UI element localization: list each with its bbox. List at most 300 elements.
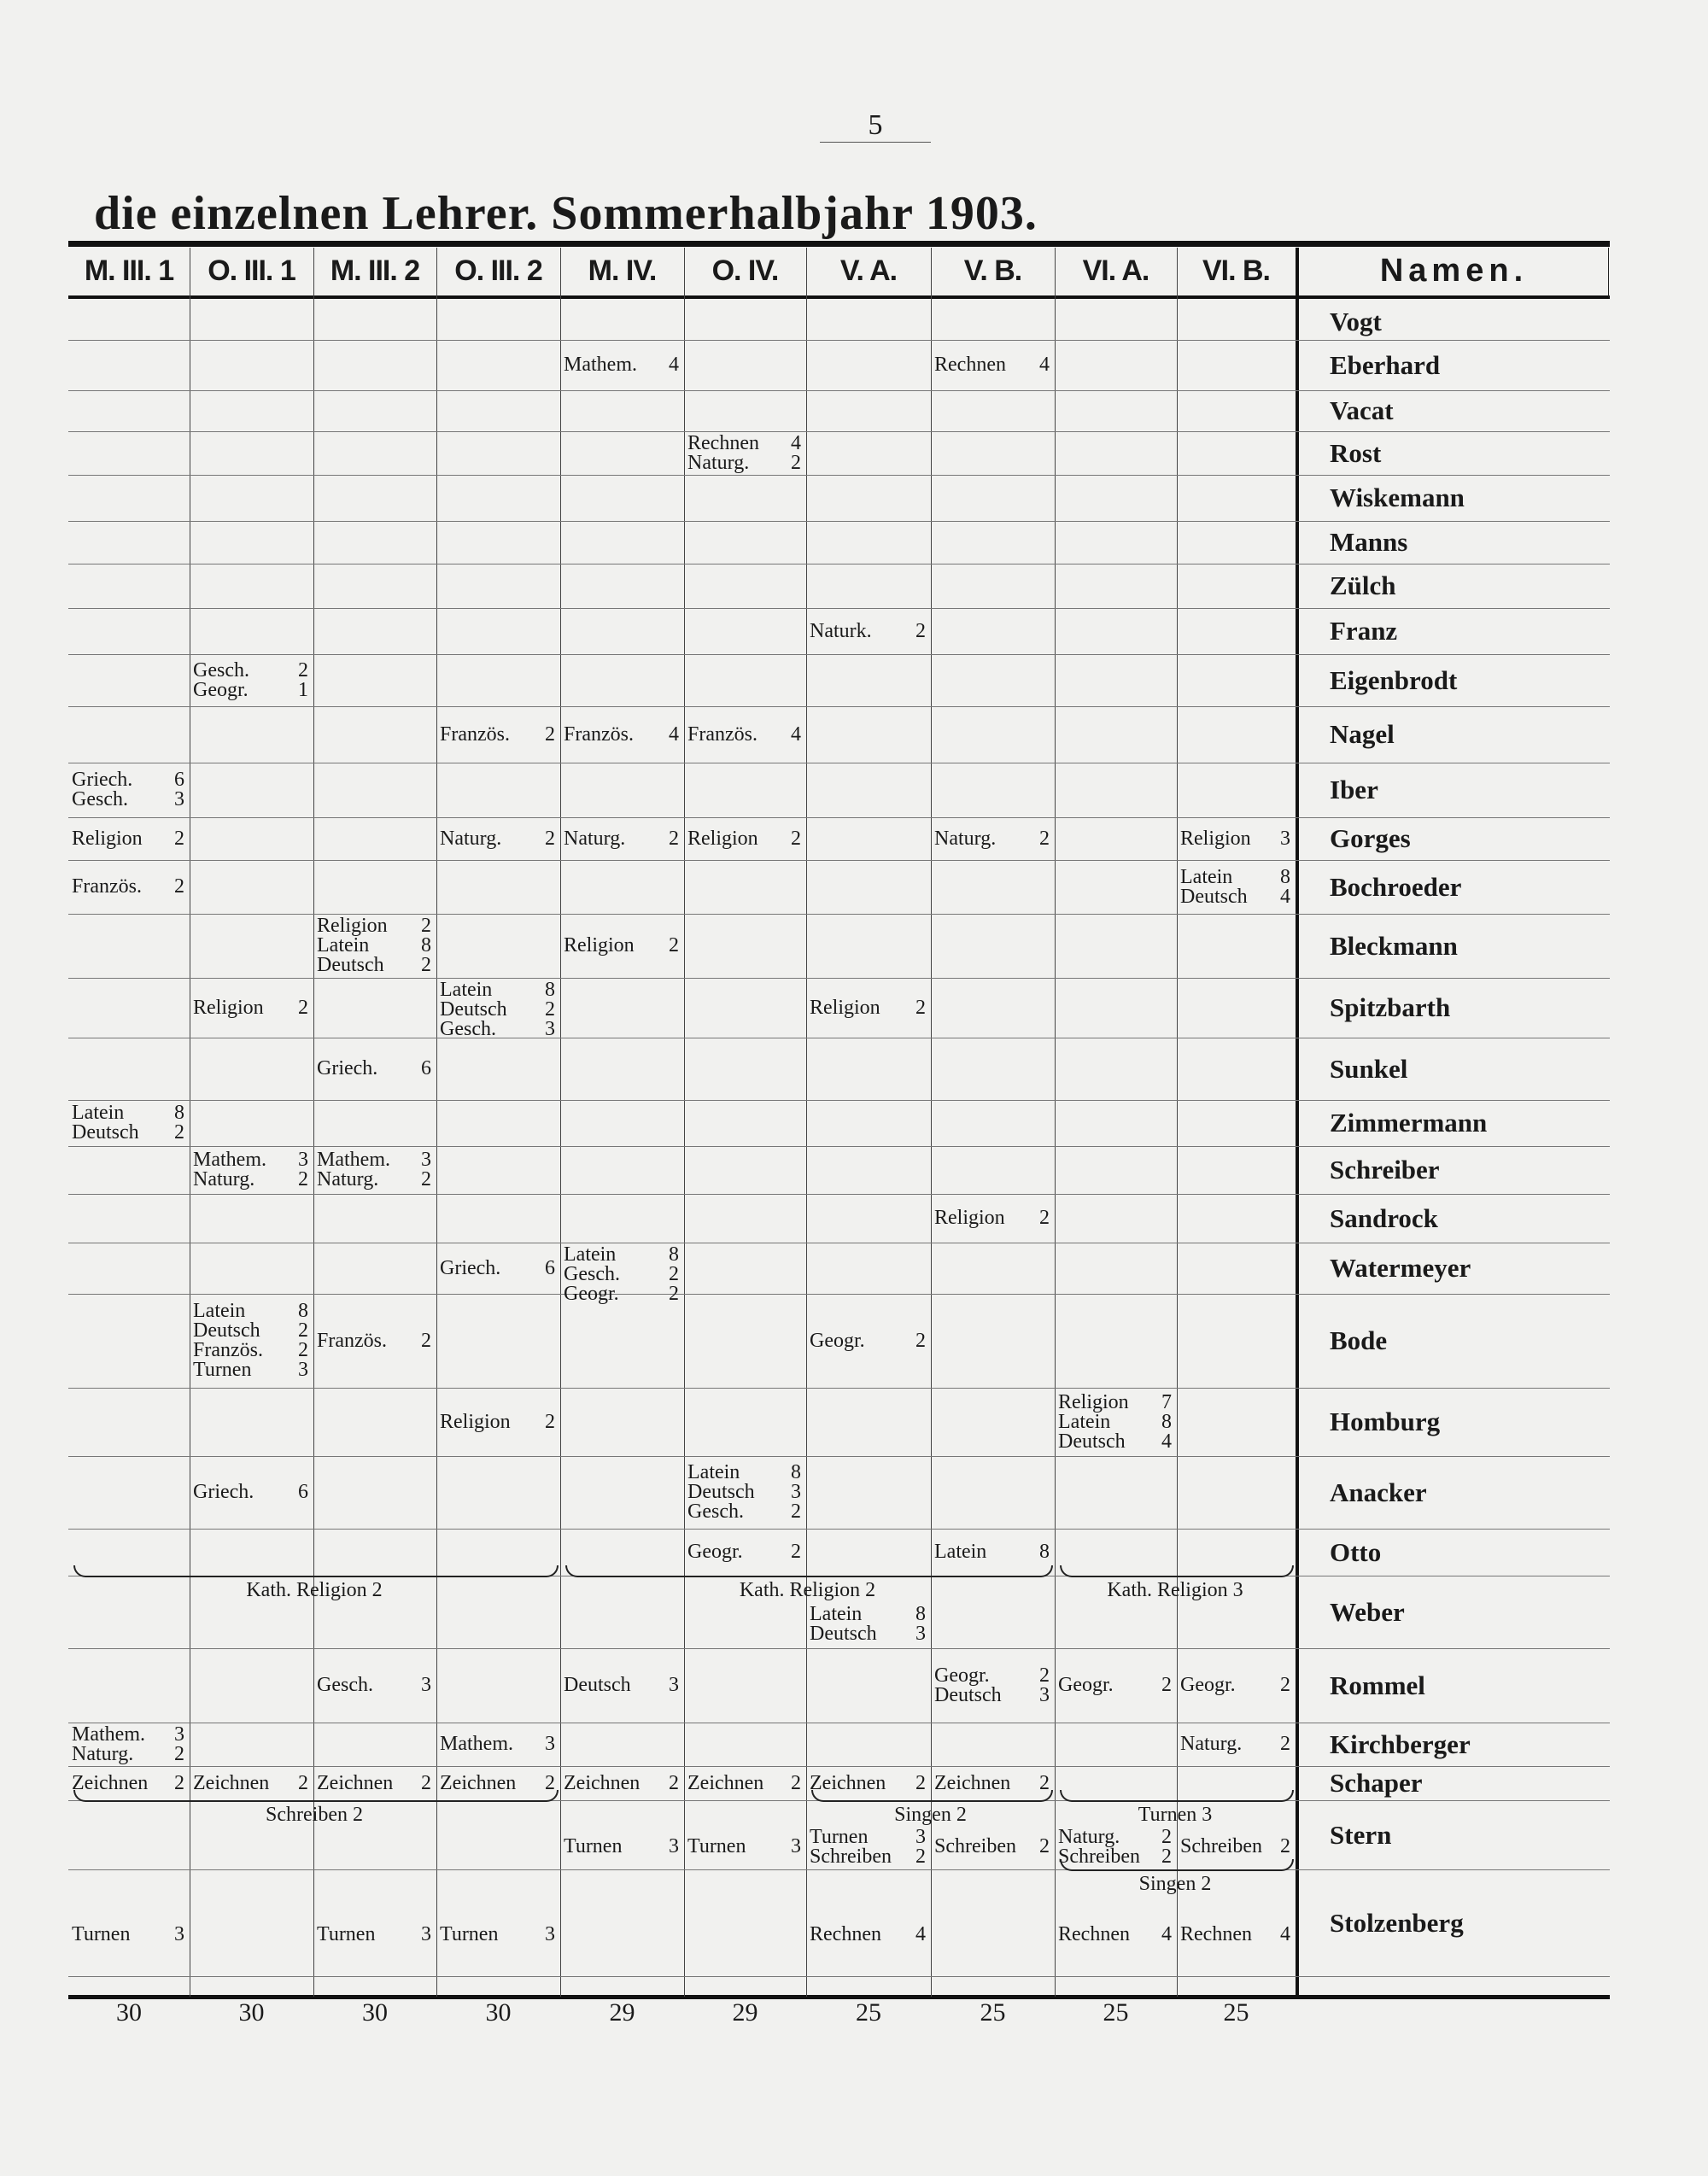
row-line xyxy=(68,1529,1610,1530)
span-brace xyxy=(1060,1565,1294,1577)
lesson-line xyxy=(193,1360,308,1380)
row-line xyxy=(68,521,1610,522)
teacher-name: Weber xyxy=(1330,1596,1405,1627)
lesson-line xyxy=(72,1725,184,1745)
subject: Deutsch xyxy=(193,1319,260,1342)
hours: 4 xyxy=(669,354,679,376)
hours: 3 xyxy=(669,1835,679,1857)
lesson-cell xyxy=(1058,1925,1172,1945)
subject: Latein xyxy=(810,1602,863,1625)
lesson-line xyxy=(934,1666,1050,1686)
hours: 2 xyxy=(915,619,926,642)
subject: Naturg. xyxy=(440,827,502,850)
hours: 4 xyxy=(1161,1430,1172,1453)
lesson-line xyxy=(564,829,679,849)
subject: Deutsch xyxy=(934,1683,1002,1706)
subject: Zeichnen xyxy=(193,1771,270,1794)
hours: 2 xyxy=(1161,1674,1172,1696)
subject: Naturk. xyxy=(810,619,872,642)
hours: 2 xyxy=(298,1339,308,1361)
lesson-cell xyxy=(810,1825,926,1868)
subject: Religion xyxy=(72,827,143,850)
subject: Zeichnen xyxy=(564,1771,640,1794)
column-total: 25 xyxy=(980,1998,1006,2027)
lesson-line xyxy=(317,936,431,956)
hours: 4 xyxy=(1161,1923,1172,1945)
subject: Französ. xyxy=(687,722,757,746)
column-header: O. III. 2 xyxy=(454,254,542,287)
lesson-line xyxy=(687,1483,801,1502)
hours: 2 xyxy=(791,452,801,474)
hours: 3 xyxy=(915,1825,926,1848)
lesson-line xyxy=(687,829,801,849)
column-header: M. IV. xyxy=(588,254,657,287)
hours: 2 xyxy=(421,1168,431,1190)
hours: 2 xyxy=(1280,1835,1290,1857)
lesson-line xyxy=(1180,1837,1290,1857)
subject: Zeichnen xyxy=(934,1771,1011,1794)
hours: 2 xyxy=(1039,827,1050,850)
teacher-name: Rommel xyxy=(1330,1670,1425,1700)
lesson-line xyxy=(1180,1925,1290,1945)
hours: 2 xyxy=(669,827,679,850)
hours: 3 xyxy=(545,1018,555,1040)
subject: Geogr. xyxy=(810,1329,865,1352)
hours: 2 xyxy=(669,1771,679,1794)
hours: 8 xyxy=(298,1300,308,1322)
subject: Turnen xyxy=(72,1923,131,1945)
lesson-cell xyxy=(72,770,184,810)
hours: 8 xyxy=(1039,1541,1050,1563)
hours: 4 xyxy=(1280,885,1290,908)
subject: Turnen xyxy=(317,1923,376,1945)
subject: Gesch. xyxy=(193,658,249,681)
hours: 3 xyxy=(298,1149,308,1171)
lesson-line xyxy=(193,998,308,1018)
lesson-line xyxy=(1058,1410,1172,1433)
hours: 3 xyxy=(791,1835,801,1857)
lesson-line xyxy=(564,1771,679,1794)
subject: Französ. xyxy=(193,1339,263,1361)
lesson-line xyxy=(564,1284,679,1304)
subject: Gesch. xyxy=(440,1018,496,1040)
subject: Religion xyxy=(317,915,388,937)
subject: Griech. xyxy=(193,1481,254,1503)
lesson-cell xyxy=(564,355,679,375)
lesson-line xyxy=(564,1245,679,1265)
column-total: 29 xyxy=(609,1998,635,2027)
teacher-name: Bleckmann xyxy=(1330,930,1458,961)
lesson-line xyxy=(564,355,679,375)
span-brace xyxy=(73,1565,559,1577)
lesson-cell xyxy=(440,980,555,1039)
hours: 2 xyxy=(1280,1674,1290,1696)
hours: 1 xyxy=(298,678,308,701)
row-line xyxy=(68,1294,1610,1295)
lesson-line xyxy=(687,1463,801,1483)
lesson-line xyxy=(440,1925,555,1945)
lesson-line xyxy=(687,1771,801,1794)
teacher-name: Bochroeder xyxy=(1330,871,1462,902)
subject: Latein xyxy=(72,1102,125,1124)
teacher-name: Sandrock xyxy=(1330,1202,1438,1233)
row-line xyxy=(68,1456,1610,1457)
lesson-line xyxy=(810,1624,926,1644)
row-line xyxy=(68,654,1610,655)
subject: Französ. xyxy=(564,722,634,746)
lesson-line xyxy=(317,1676,431,1695)
subject: Geogr. xyxy=(193,678,249,701)
hours: 2 xyxy=(669,934,679,956)
lesson-line xyxy=(810,1602,926,1625)
subject: Latein xyxy=(440,979,493,1001)
column-line xyxy=(684,248,685,1997)
row-line xyxy=(68,1100,1610,1101)
lesson-line xyxy=(72,1925,184,1945)
hours: 2 xyxy=(791,1541,801,1563)
lesson-line xyxy=(440,980,555,1000)
lesson-line xyxy=(317,1150,431,1170)
column-line xyxy=(1177,248,1178,1997)
hours: 2 xyxy=(915,1845,926,1868)
row-line xyxy=(68,914,1610,915)
row-line xyxy=(68,431,1610,432)
subject: Religion xyxy=(934,1207,1005,1229)
span-assignment: Singen 2 xyxy=(894,1804,967,1826)
teacher-name: Zülch xyxy=(1330,570,1396,600)
subject: Schreiben xyxy=(810,1845,892,1868)
lesson-line xyxy=(934,1208,1050,1228)
hours: 2 xyxy=(421,1329,431,1352)
lesson-line xyxy=(1180,1734,1290,1754)
hours: 2 xyxy=(669,1283,679,1305)
lesson-cell xyxy=(564,1676,679,1695)
hours: 2 xyxy=(545,1771,555,1794)
lesson-line xyxy=(440,1734,555,1754)
lesson-cell xyxy=(934,1208,1050,1228)
subject: Naturg. xyxy=(1180,1733,1243,1755)
lesson-cell xyxy=(440,722,555,746)
header-rule xyxy=(68,295,1610,299)
top-rule xyxy=(68,241,1610,247)
hours: 6 xyxy=(545,1256,555,1279)
subject: Religion xyxy=(687,827,758,850)
lesson-line xyxy=(810,1925,926,1945)
lesson-line xyxy=(193,1321,308,1341)
hours: 8 xyxy=(669,1243,679,1266)
lesson-cell xyxy=(72,1103,184,1143)
column-total: 25 xyxy=(1223,1998,1249,2027)
row-line xyxy=(68,390,1610,391)
lesson-line xyxy=(72,829,184,849)
hours: 8 xyxy=(421,934,431,956)
column-header: VI. B. xyxy=(1202,254,1271,287)
subject: Mathem. xyxy=(193,1149,266,1171)
hours: 3 xyxy=(545,1923,555,1945)
lesson-cell xyxy=(1180,1734,1290,1754)
span-assignment: Singen 2 xyxy=(1138,1873,1212,1895)
subject: Zeichnen xyxy=(687,1771,764,1794)
lesson-cell xyxy=(317,1150,431,1190)
subject: Rechnen xyxy=(810,1923,881,1945)
hours: 2 xyxy=(1161,1845,1172,1868)
lesson-line xyxy=(687,1542,801,1562)
page-number: 5 xyxy=(820,109,931,143)
hours: 2 xyxy=(669,1263,679,1285)
lesson-line xyxy=(564,1676,679,1695)
lesson-cell xyxy=(687,1542,801,1562)
row-line xyxy=(68,860,1610,861)
lesson-cell xyxy=(1180,865,1290,908)
lesson-line xyxy=(193,1302,308,1321)
span-brace xyxy=(811,1790,1053,1802)
row-line xyxy=(68,1869,1610,1870)
row-line xyxy=(68,1388,1610,1389)
hours: 8 xyxy=(915,1602,926,1625)
hours: 8 xyxy=(1280,865,1290,888)
lesson-line xyxy=(1058,1432,1172,1452)
hours: 2 xyxy=(545,722,555,746)
row-line xyxy=(68,1648,1610,1649)
subject: Deutsch xyxy=(72,1121,139,1144)
lesson-cell xyxy=(1180,1925,1290,1945)
lesson-cell xyxy=(193,1150,308,1190)
teacher-name: Manns xyxy=(1330,527,1408,557)
lesson-cell xyxy=(687,1771,801,1794)
lesson-line xyxy=(193,678,308,701)
subject: Zeichnen xyxy=(72,1771,149,1794)
teacher-name: Vogt xyxy=(1330,307,1382,336)
lesson-cell xyxy=(810,1602,926,1645)
lesson-line xyxy=(440,1256,555,1279)
hours: 2 xyxy=(1161,1825,1172,1848)
subject: Naturg. xyxy=(193,1168,255,1190)
lesson-line xyxy=(810,1847,926,1867)
lesson-line xyxy=(1180,887,1290,907)
hours: 3 xyxy=(545,1733,555,1755)
span-assignment: Schreiben 2 xyxy=(266,1804,363,1826)
lesson-line xyxy=(440,829,555,849)
column-header: V. A. xyxy=(839,254,898,287)
subject: Latein xyxy=(564,1243,617,1266)
column-header: O. III. 1 xyxy=(208,254,295,287)
row-line xyxy=(68,706,1610,707)
subject: Geogr. xyxy=(687,1541,743,1563)
lesson-line xyxy=(1180,865,1290,888)
hours: 2 xyxy=(421,1771,431,1794)
lesson-line xyxy=(72,790,184,810)
hours: 2 xyxy=(174,1771,184,1794)
subject: Mathem. xyxy=(317,1149,390,1171)
subject: Deutsch xyxy=(317,954,384,976)
lesson-line xyxy=(317,1925,431,1945)
subject: Zeichnen xyxy=(440,1771,517,1794)
subject: Rechnen xyxy=(934,354,1006,376)
lesson-line xyxy=(193,1483,308,1502)
teacher-name: Watermeyer xyxy=(1330,1253,1471,1283)
subject: Französ. xyxy=(72,875,142,898)
lesson-cell xyxy=(687,1837,801,1857)
subject: Naturg. xyxy=(687,452,750,474)
hours: 2 xyxy=(545,998,555,1021)
hours: 6 xyxy=(421,1057,431,1079)
lesson-cell xyxy=(193,1302,308,1380)
hours: 2 xyxy=(915,1329,926,1352)
span-brace xyxy=(73,1790,559,1802)
subject: Naturg. xyxy=(1058,1825,1120,1848)
lesson-line xyxy=(810,1331,926,1351)
teacher-name: Sunkel xyxy=(1330,1053,1408,1084)
hours: 4 xyxy=(1039,354,1050,376)
lesson-cell xyxy=(440,1734,555,1754)
column-total: 30 xyxy=(485,1998,512,2027)
lesson-line xyxy=(440,1000,555,1020)
teacher-name: Rost xyxy=(1330,437,1382,468)
hours: 3 xyxy=(174,1923,184,1945)
lesson-cell xyxy=(440,1925,555,1945)
names-column-header: Namen. xyxy=(1379,253,1529,289)
lesson-cell xyxy=(440,1410,555,1433)
span-brace xyxy=(565,1565,1053,1577)
lesson-cell xyxy=(564,1771,679,1794)
lesson-line xyxy=(934,355,1050,375)
lesson-cell xyxy=(564,1837,679,1857)
lesson-cell xyxy=(687,722,801,746)
lesson-line xyxy=(317,916,431,936)
subject: Rechnen xyxy=(687,432,759,454)
hours: 2 xyxy=(915,1771,926,1794)
subject: Schreiben xyxy=(934,1835,1016,1857)
subject: Turnen xyxy=(687,1835,746,1857)
subject: Gesch. xyxy=(72,788,128,810)
span-assignment: Kath. Religion 2 xyxy=(739,1579,876,1601)
lesson-line xyxy=(440,722,555,746)
row-line xyxy=(68,978,1610,979)
lesson-line xyxy=(934,1837,1050,1857)
hours: 4 xyxy=(669,722,679,746)
lesson-cell xyxy=(564,1245,679,1304)
hours: 8 xyxy=(1161,1410,1172,1433)
lesson-cell xyxy=(934,355,1050,375)
lesson-cell xyxy=(564,829,679,849)
subject: Mathem. xyxy=(564,354,637,376)
teacher-name: Iber xyxy=(1330,775,1378,804)
span-brace xyxy=(1060,1859,1294,1871)
hours: 3 xyxy=(421,1149,431,1171)
lesson-cell xyxy=(317,1059,431,1079)
lesson-line xyxy=(687,1502,801,1522)
hours: 2 xyxy=(1039,1207,1050,1229)
lesson-line xyxy=(687,1837,801,1857)
span-assignment: Kath. Religion 3 xyxy=(1107,1579,1243,1601)
hours: 4 xyxy=(791,722,801,746)
lesson-line xyxy=(687,434,801,453)
lesson-cell xyxy=(1058,1390,1172,1453)
subject: Französ. xyxy=(317,1329,387,1352)
lesson-cell xyxy=(810,1331,926,1351)
teacher-name: Nagel xyxy=(1330,719,1395,749)
span-brace xyxy=(1060,1790,1294,1802)
hours: 2 xyxy=(174,1121,184,1144)
hours: 3 xyxy=(298,1359,308,1381)
column-total: 25 xyxy=(1103,1998,1129,2027)
column-line xyxy=(436,248,437,1997)
teacher-name: Schaper xyxy=(1330,1768,1423,1798)
lesson-cell xyxy=(72,1925,184,1945)
hours: 3 xyxy=(1280,827,1290,850)
hours: 2 xyxy=(1039,1771,1050,1794)
subject: Mathem. xyxy=(72,1723,145,1746)
lesson-cell xyxy=(317,1925,431,1945)
column-header: VI. A. xyxy=(1082,254,1149,287)
subject: Naturg. xyxy=(317,1168,379,1190)
hours: 2 xyxy=(421,954,431,976)
lesson-cell xyxy=(687,829,801,849)
teacher-name: Zimmermann xyxy=(1330,1108,1488,1138)
lesson-cell xyxy=(317,1676,431,1695)
lesson-cell xyxy=(193,1483,308,1502)
lesson-line xyxy=(1058,1390,1172,1413)
lesson-line xyxy=(317,1170,431,1190)
subject: Deutsch xyxy=(1058,1430,1126,1453)
lesson-cell xyxy=(934,1837,1050,1857)
subject: Latein xyxy=(317,934,370,956)
subject: Naturg. xyxy=(72,1743,134,1765)
lesson-line xyxy=(934,1542,1050,1562)
lesson-line xyxy=(193,1170,308,1190)
lesson-cell xyxy=(1180,1837,1290,1857)
lesson-line xyxy=(687,722,801,746)
lesson-line xyxy=(934,1683,1050,1706)
subject: Religion xyxy=(810,996,880,1019)
subject: Gesch. xyxy=(687,1500,744,1523)
hours: 2 xyxy=(1039,1664,1050,1687)
lesson-line xyxy=(440,1020,555,1039)
lesson-line xyxy=(72,770,184,790)
lesson-line xyxy=(810,619,926,642)
lesson-line xyxy=(72,1103,184,1123)
lesson-line xyxy=(440,1410,555,1433)
column-line xyxy=(806,248,807,1997)
span-assignment: Kath. Religion 2 xyxy=(246,1579,383,1601)
hours: 3 xyxy=(421,1923,431,1945)
lesson-line xyxy=(564,722,679,746)
lesson-line xyxy=(317,1331,431,1351)
teacher-name: Spitzbarth xyxy=(1330,992,1451,1022)
lesson-cell xyxy=(72,1725,184,1764)
lesson-line xyxy=(193,658,308,681)
row-line xyxy=(68,340,1610,341)
subject: Deutsch xyxy=(440,998,507,1021)
hours: 2 xyxy=(421,915,431,937)
teacher-name: Kirchberger xyxy=(1330,1729,1471,1759)
subject: Religion xyxy=(1180,827,1251,850)
hours: 2 xyxy=(298,1319,308,1342)
column-total: 25 xyxy=(856,1998,881,2027)
lesson-cell xyxy=(1180,1676,1290,1695)
subject: Religion xyxy=(193,996,264,1019)
subject: Griech. xyxy=(72,769,133,791)
lesson-line xyxy=(193,1341,308,1360)
lesson-cell xyxy=(934,829,1050,849)
subject: Rechnen xyxy=(1180,1923,1252,1945)
hours: 2 xyxy=(791,827,801,850)
hours: 3 xyxy=(669,1674,679,1696)
subject: Religion xyxy=(440,1410,511,1433)
row-line xyxy=(68,1194,1610,1195)
hours: 2 xyxy=(174,827,184,850)
lesson-line xyxy=(317,956,431,975)
